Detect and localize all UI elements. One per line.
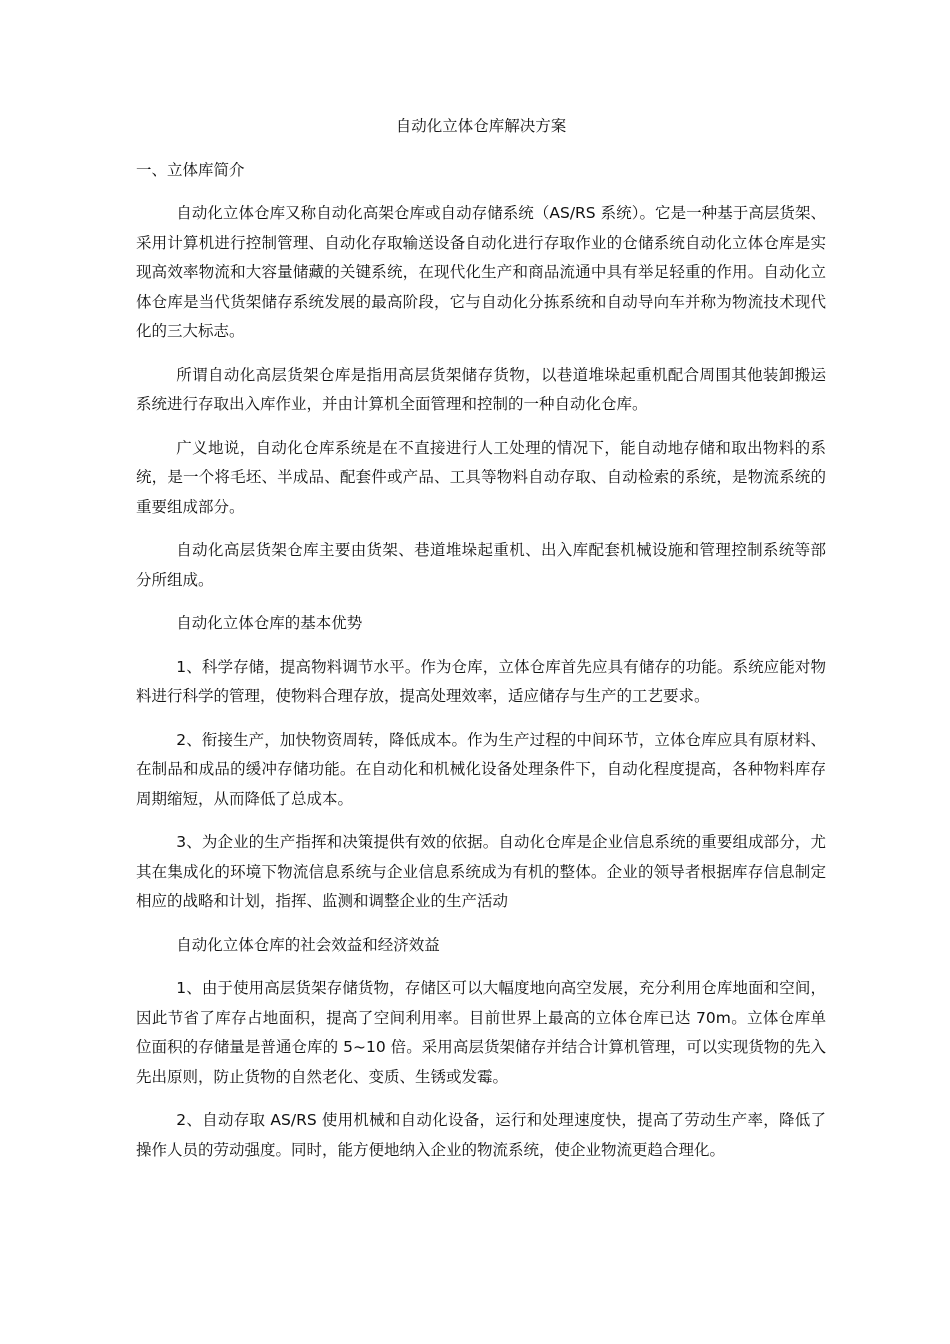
document-body: [136, 112, 826, 1179]
paragraph-intro-3: 广义地说，自动化仓库系统是在不直接进行人工处理的情况下，能自动地存储和取出物料的系统，是一个将毛坯、半成品、配套件或产品、工具等物料自动存取、自动检索的系统，是物流系统的重要组成部分。: [136, 438, 826, 516]
document-title: 自动化立体仓库解决方案: [395, 117, 567, 135]
paragraph-advantage-1: 1、科学存储，提高物料调节水平。作为仓库，立体仓库首先应具有储存的功能。系统应能对物料进行科学的管理，使物料合理存放，提高处理效率，适应储存与生产的工艺要求。: [136, 657, 826, 705]
paragraph-benefit-1: 1、由于使用高层货架存储货物，存储区可以大幅度地向高空发展，充分利用仓库地面和空间，因此节省了库存占地面积，提高了空间利用率。目前世界上最高的立体仓库已达 70m。立体仓库单位面积的存储量是普通仓库的 5~10 倍。采用高层货架储存并结合计算机管理，可以实现货物的先入先出原则，防止货物的自然老化、变质、生锈或发霉。: [136, 979, 826, 1086]
paragraph-advantage-3: 3、为企业的生产指挥和决策提供有效的依据。自动化仓库是企业信息系统的重要组成部分，尤其在集成化的环境下物流信息系统与企业信息系统成为有机的整体。企业的领导者根据库存信息制定相应的战略和计划，指挥、监测和调整企业的生产活动: [136, 833, 826, 910]
subheading-benefits: 自动化立体仓库的社会效益和经济效益: [176, 935, 440, 954]
paragraph-intro-1: 自动化立体仓库又称自动化高架仓库或自动存储系统（AS/RS 系统）。它是一种基于高层货架、采用计算机进行控制管理、自动化存取输送设备自动化进行存取作业的仓储系统自动化立体仓库是实现高效率物流和大容量储藏的关键系统，在现代化生产和商品流通中具有举足轻重的作用。自动化立体仓库是当代货架储存系统发展的最高阶段，它与自动化分拣系统和自动导向车并称为物流技术现代化的三大标志。: [136, 204, 826, 340]
paragraph-intro-2: 所谓自动化高层货架仓库是指用高层货架储存货物，以巷道堆垛起重机配合周围其他装卸搬运系统进行存取出入库作业，并由计算机全面管理和控制的一种自动化仓库。: [136, 365, 826, 413]
paragraph-advantage-2: 2、衔接生产，加快物资周转，降低成本。作为生产过程的中间环节，立体仓库应具有原材料、在制品和成品的缓冲存储功能。在自动化和机械化设备处理条件下，自动化程度提高，各种物料库存周期缩短，从而降低了总成本。: [136, 730, 826, 808]
paragraph-intro-4: 自动化高层货架仓库主要由货架、巷道堆垛起重机、出入库配套机械设施和管理控制系统等部分所组成。: [136, 541, 826, 589]
section-heading-intro: 一、立体库简介: [136, 160, 245, 179]
subheading-advantages: 自动化立体仓库的基本优势: [176, 614, 363, 632]
paragraph-benefit-2: 2、自动存取 AS/RS 使用机械和自动化设备，运行和处理速度快，提高了劳动生产率，降低了操作人员的劳动强度。同时，能方便地纳入企业的物流系统，使企业物流更趋合理化。: [136, 1111, 826, 1159]
